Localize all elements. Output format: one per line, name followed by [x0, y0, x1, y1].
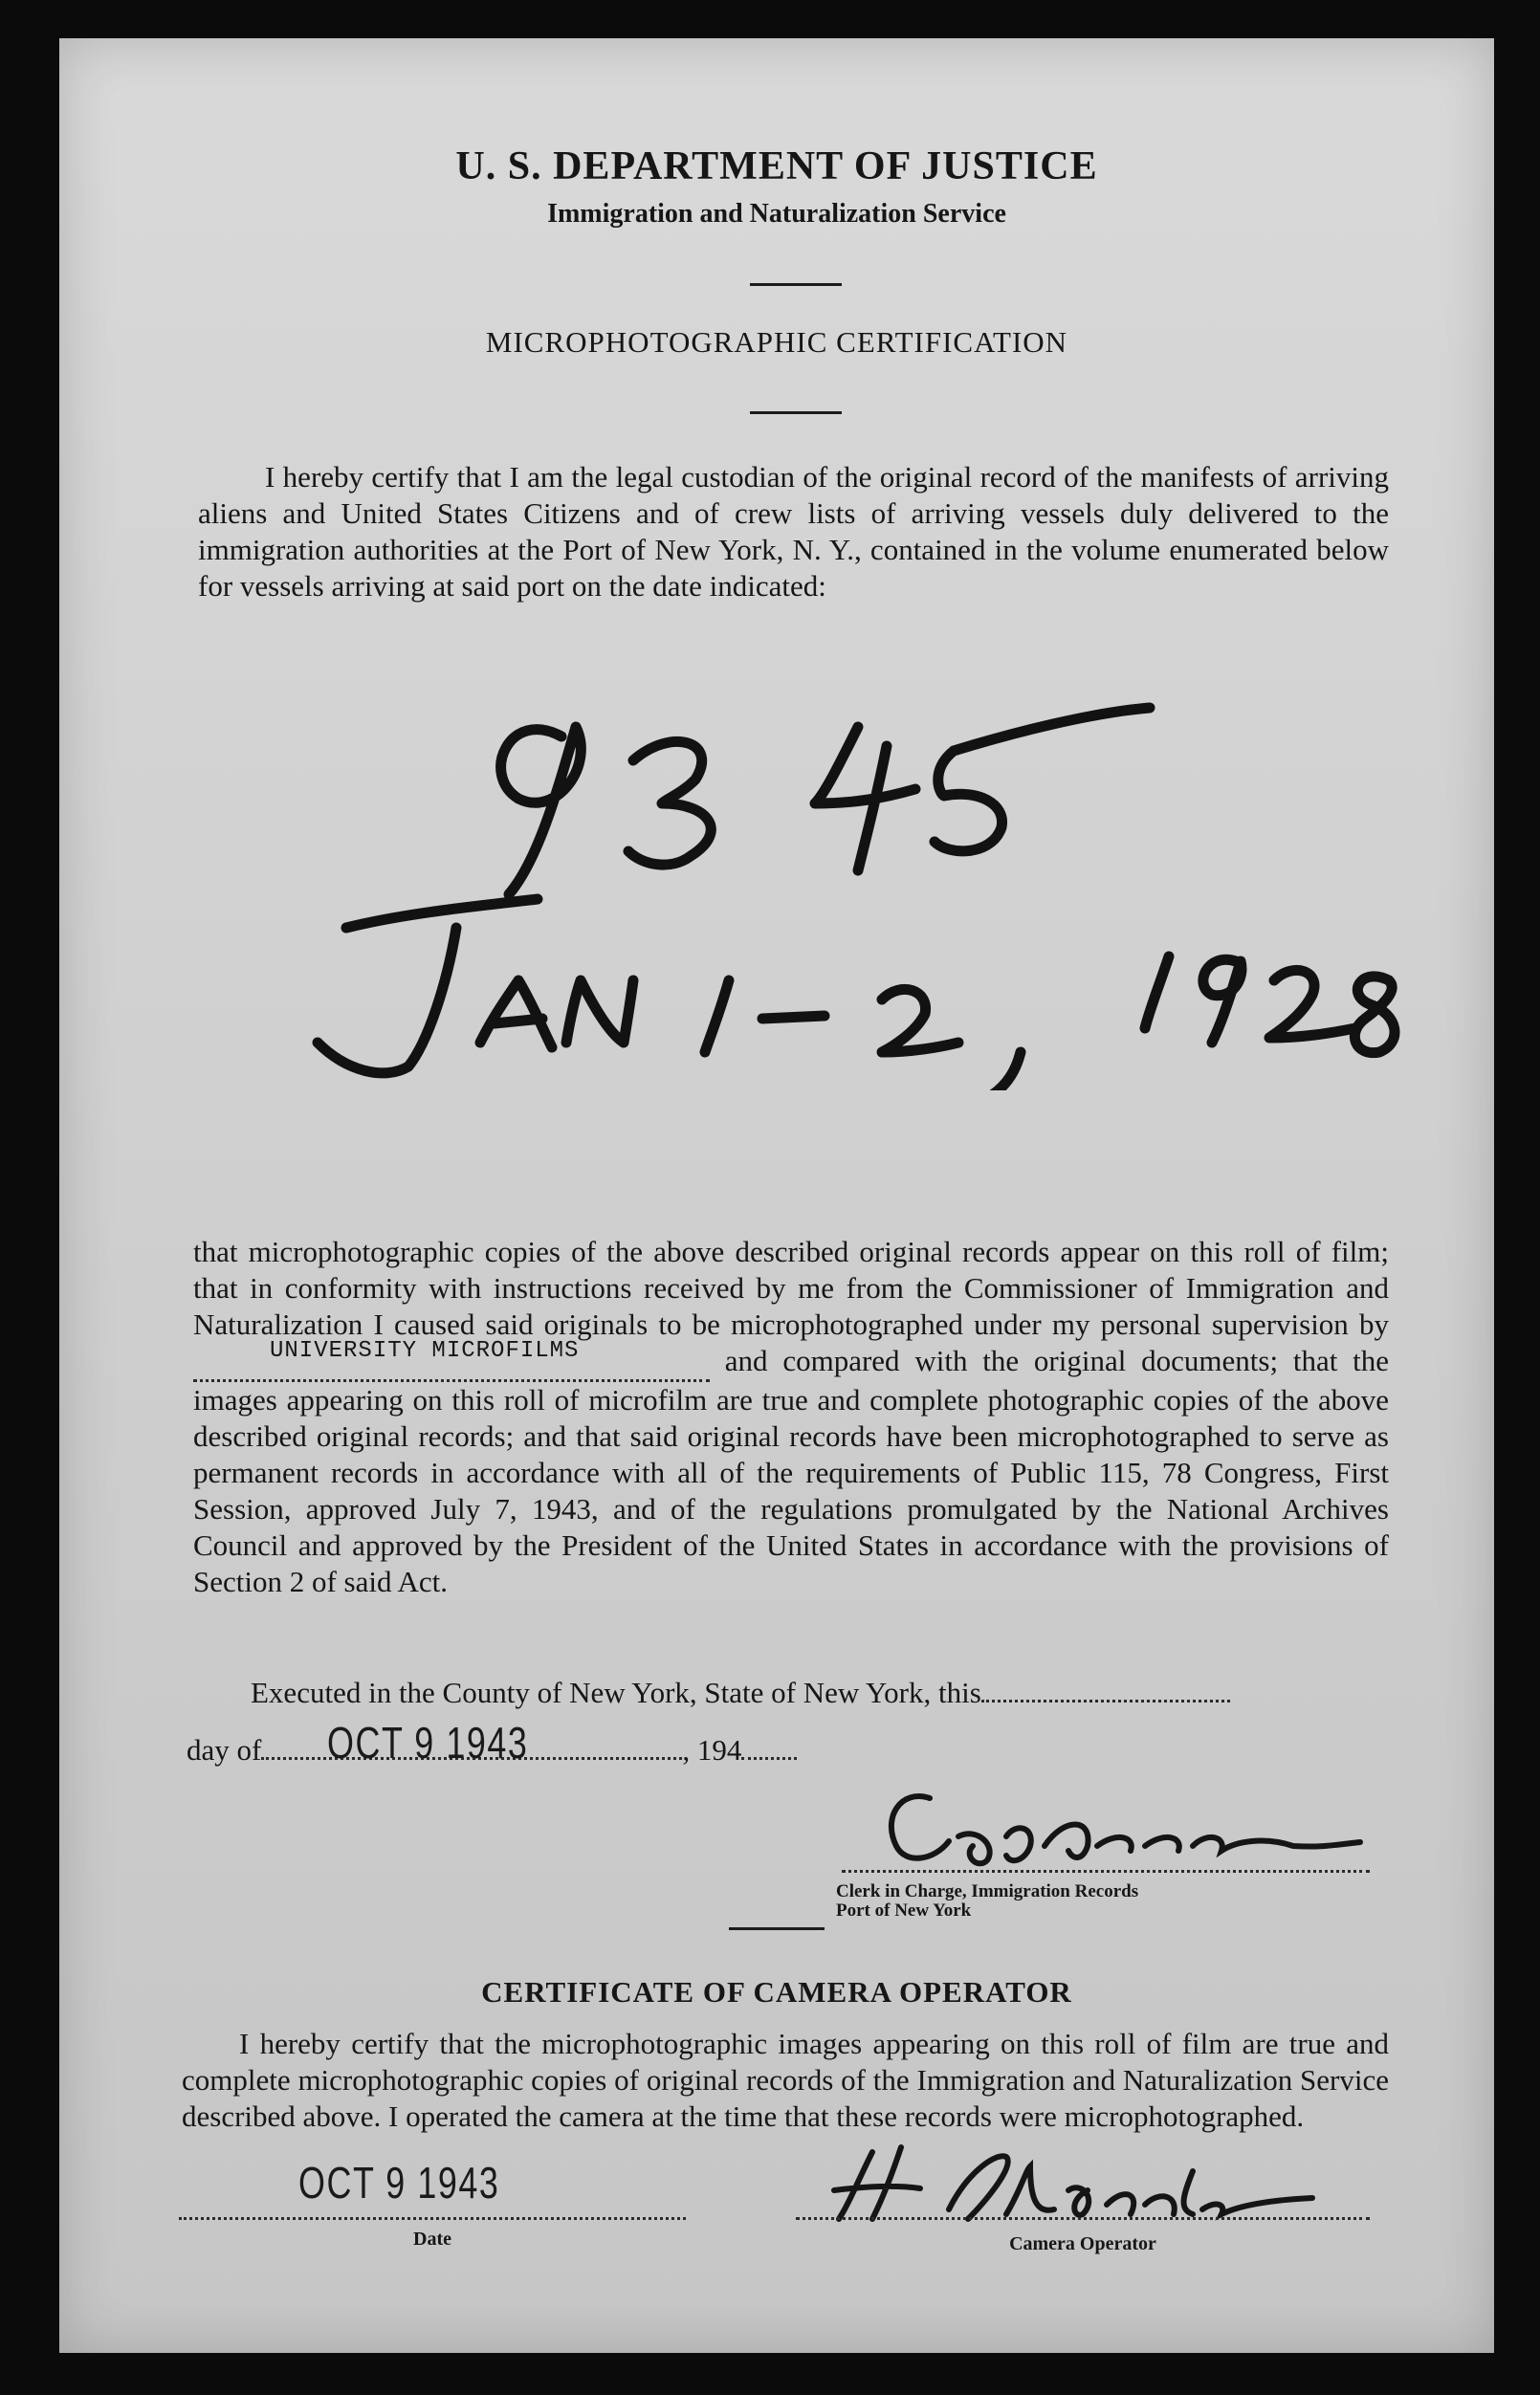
camera-date-stamp: OCT 9 1943 — [298, 2158, 500, 2208]
certification-body-part2: and compared with the original documents; that the images appearing on this roll of microfilm are true and complete photographic copies of the above described original records; and that said original records have been microphotographed to serve as permanent records in accordance with all of the requirements of Public 115, 78 Congress, First Session, approved July 7, 1943, and of the regulations promulgated by the National Archives Council and approved by the President of the United States in accordance with the provisions of Section 2 of said Act. — [193, 1344, 1389, 1598]
clerk-signature — [844, 1779, 1379, 1884]
camera-operator-statement: I hereby certify that the microphotographic images appearing on this roll of film are true and complete microphotographic copies of original records of the Immigration and Naturalization Service described above. I operated the camera at the time that these records were microphotographed. — [182, 2027, 1389, 2133]
handwritten-volume-and-date — [59, 38, 1494, 1090]
certification-body-part1: that microphotographic copies of the above described original records appear on this roll of film; that in conformity with instructions received by me from the Commissioner of Immigration and Naturalization I caused said originals to be microphotographed under my personal supervision by — [193, 1235, 1389, 1341]
executed-line — [251, 1676, 1230, 1710]
certificate-page — [59, 38, 1494, 2353]
camera-operator-signature-line — [796, 2217, 1370, 2220]
year-label: , 194 — [682, 1733, 742, 1767]
day-of-label: day of — [187, 1733, 262, 1767]
execution-date-stamp: OCT 9 1943 — [327, 1718, 529, 1768]
clerk-title-line2: Port of New York — [836, 1901, 972, 1921]
date-label: Date — [413, 2229, 451, 2250]
clerk-title-line1: Clerk in Charge, Immigration Records — [836, 1881, 1139, 1901]
camera-operator-title: CERTIFICATE OF CAMERA OPERATOR — [481, 1975, 1072, 2009]
camera-operator-signature — [815, 2133, 1351, 2238]
date-line — [179, 2217, 686, 2220]
camera-operator-label: Camera Operator — [1009, 2233, 1156, 2254]
executed-day-field — [981, 1677, 1230, 1703]
custodian-statement: I hereby certify that I am the legal custodian of the original record of the manifests of arriving aliens and United States Citizens and of crew lists of arriving vessels duly delivered to the immigration authorities at the Port of New York, N. Y., contained in the volume enumerated below for vessels arriving at said port on the date indicated: — [198, 460, 1389, 603]
microfilm-company-field — [193, 1338, 710, 1382]
executed-text: Executed in the County of New York, State of New York, this — [251, 1676, 981, 1709]
agency-heading: U. S. DEPARTMENT OF JUSTICE — [455, 144, 1098, 188]
service-heading: Immigration and Naturalization Service — [547, 199, 1006, 229]
certification-body — [193, 1234, 1389, 1600]
microfilm-company: UNIVERSITY MICROFILMS — [270, 1338, 580, 1364]
certification-title: MICROPHOTOGRAPHIC CERTIFICATION — [485, 325, 1068, 359]
year-field — [741, 1734, 797, 1760]
section-divider — [729, 1927, 825, 1930]
clerk-signature-line — [842, 1870, 1370, 1873]
